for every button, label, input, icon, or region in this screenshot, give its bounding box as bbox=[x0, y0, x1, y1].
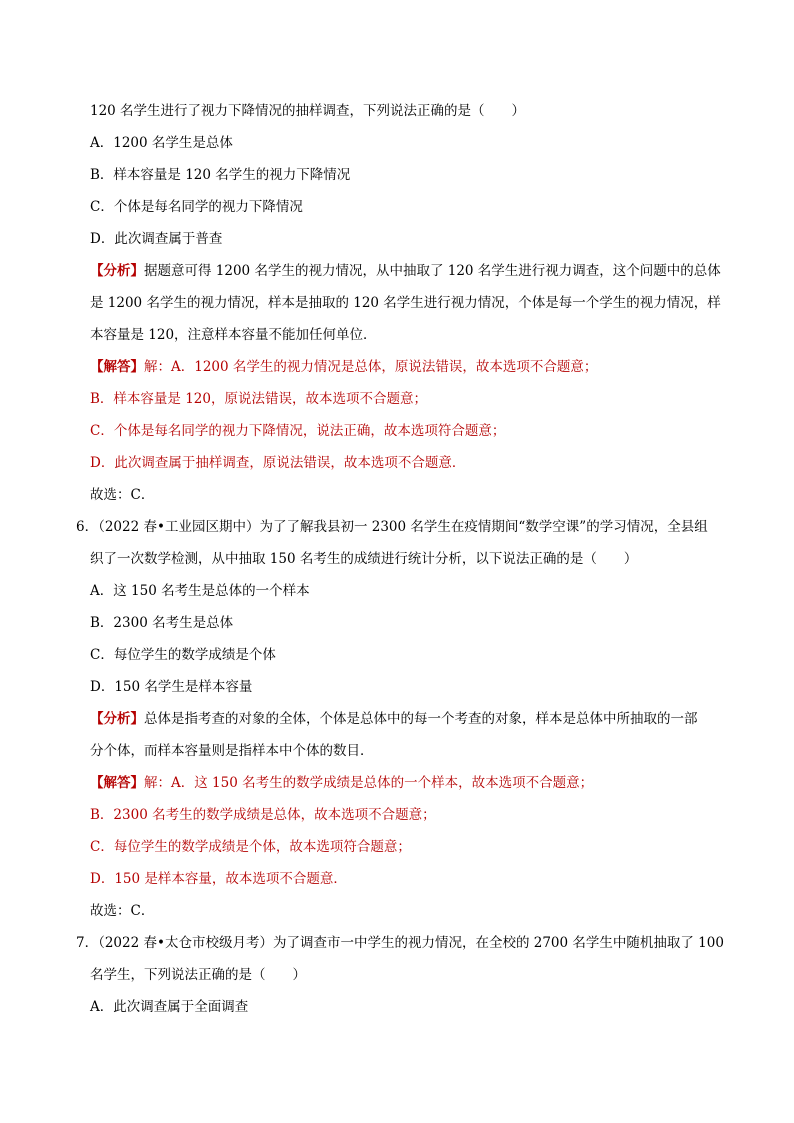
answer-tag: 【解答】 bbox=[90, 775, 144, 791]
q7-stem-line-1: 7．（2022 春•太仓市校级月考）为了调查市一中学生的视力情况，在全校的 2700 名学生中随机抽取了 100 bbox=[76, 935, 724, 951]
q5-answer-line-2: B．样本容量是 120，原说法错误，故本选项不合题意； bbox=[90, 391, 427, 407]
q6-answer-line-4: D．150 是样本容量，故本选项不合题意． bbox=[90, 871, 347, 887]
q6-analysis-line-2: 分个体，而样本容量则是指样本中个体的数目． bbox=[90, 743, 374, 759]
answer-tag: 【解答】 bbox=[90, 359, 144, 375]
q5-option-d: D．此次调查属于普查 bbox=[90, 231, 223, 247]
q5-answer-line-1 bbox=[90, 358, 597, 376]
q5-analysis-line-1 bbox=[90, 262, 721, 280]
q5-option-b: B．样本容量是 120 名学生的视力下降情况 bbox=[90, 167, 351, 183]
q5-analysis-line-3: 本容量是 120，注意样本容量不能加任何单位． bbox=[90, 327, 377, 343]
q5-answer-text-1: 解：A．1200 名学生的视力情况是总体，原说法错误，故本选项不合题意； bbox=[144, 359, 598, 375]
q5-stem-line: 120 名学生进行了视力下降情况的抽样调查，下列说法正确的是（ ） bbox=[90, 103, 526, 119]
q5-analysis-line-2: 是 1200 名学生的视力情况，样本是抽取的 120 名学生进行视力情况，个体是每一个学生的视力情况，样 bbox=[90, 295, 721, 311]
q6-analysis-line-1 bbox=[90, 710, 698, 728]
q6-answer-line-3: C．每位学生的数学成绩是个体，故本选项符合题意； bbox=[90, 839, 411, 855]
q5-option-a: A．1200 名学生是总体 bbox=[90, 135, 233, 151]
q5-answer-line-3: C．个体是每名同学的视力下降情况，说法正确，故本选项符合题意； bbox=[90, 423, 506, 439]
q5-choice: 故选：C． bbox=[90, 487, 155, 503]
q5-answer-line-4: D．此次调查属于抽样调查，原说法错误，故本选项不合题意． bbox=[90, 455, 466, 471]
q6-option-d: D．150 名学生是样本容量 bbox=[90, 679, 253, 695]
q6-analysis-text-1: 总体是指考查的对象的全体，个体是总体中的每一个考查的对象，样本是总体中所抽取的一部 bbox=[144, 711, 698, 727]
q6-stem-line-1: 6．（2022 春•工业园区期中）为了了解我县初一 2300 名学生在疫情期间“数学空课”的学习情况，全县组 bbox=[76, 519, 708, 535]
q6-option-a: A．这 150 名考生是总体的一个样本 bbox=[90, 583, 310, 599]
q6-stem-line-2: 织了一次数学检测，从中抽取 150 名考生的成绩进行统计分析，以下说法正确的是（ ） bbox=[90, 551, 638, 567]
q7-stem-line-2: 名学生，下列说法正确的是（ ） bbox=[90, 967, 306, 983]
analysis-tag: 【分析】 bbox=[90, 263, 144, 279]
q5-analysis-text-1: 据题意可得 1200 名学生的视力情况，从中抽取了 120 名学生进行视力调查，这个问题中的总体 bbox=[144, 263, 721, 279]
q7-option-a: A．此次调查属于全面调查 bbox=[90, 999, 249, 1015]
q6-choice: 故选：C． bbox=[90, 903, 155, 919]
analysis-tag: 【分析】 bbox=[90, 711, 144, 727]
q6-option-b: B．2300 名考生是总体 bbox=[90, 615, 234, 631]
q6-answer-text-1: 解：A．这 150 名考生的数学成绩是总体的一个样本，故本选项不合题意； bbox=[144, 775, 594, 791]
q6-option-c: C．每位学生的数学成绩是个体 bbox=[90, 647, 276, 663]
q6-answer-line-2: B．2300 名考生的数学成绩是总体，故本选项不合题意； bbox=[90, 807, 436, 823]
q6-answer-line-1 bbox=[90, 774, 593, 792]
q5-option-c: C．个体是每名同学的视力下降情况 bbox=[90, 199, 303, 215]
